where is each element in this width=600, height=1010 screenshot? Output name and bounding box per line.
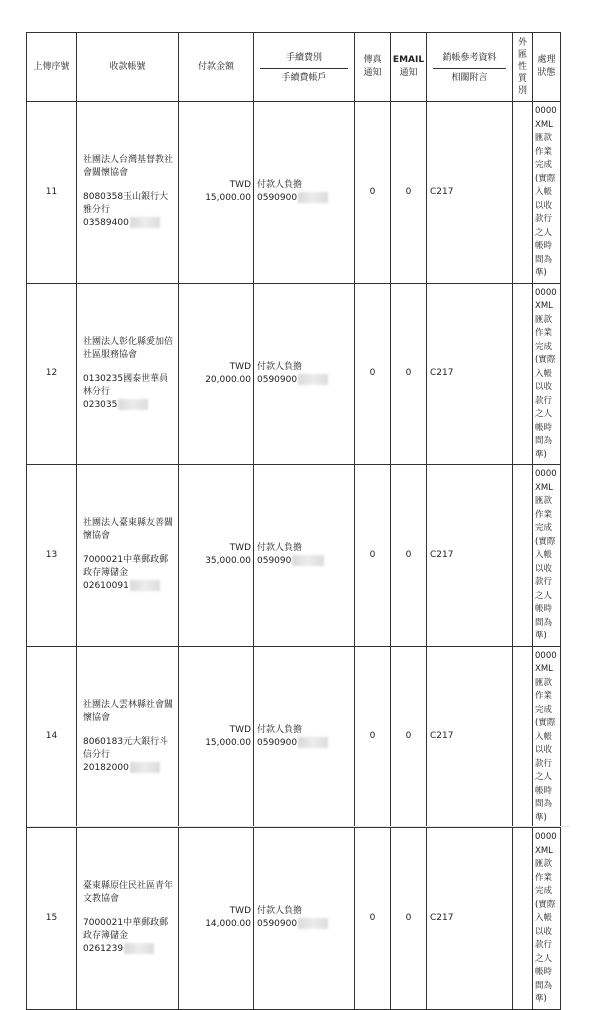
row-email: 0 <box>391 465 427 647</box>
row-ref: C217 <box>427 465 513 647</box>
row-ref: C217 <box>427 102 513 284</box>
row-forex <box>513 465 533 647</box>
redaction-mark <box>130 762 160 773</box>
row-ref: C217 <box>427 283 513 465</box>
row-acct: 02610091 <box>83 581 129 592</box>
row-account <box>77 465 179 647</box>
row-seq: 15 <box>27 828 77 1010</box>
row-fee: 付款人負擔 059090 <box>254 465 355 647</box>
header-status: 處理狀態 <box>533 33 561 102</box>
row-fax: 0 <box>355 828 391 1010</box>
row-status: 0000 XML匯款作業完成(實際入帳以收款行之人帳時間為準) <box>533 283 561 465</box>
row-org: 社團法人雲林縣社會關懷協會 <box>83 699 174 723</box>
row-fax: 0 <box>355 465 391 647</box>
row-forex <box>513 828 533 1010</box>
redaction-mark <box>298 192 328 203</box>
row-fax: 0 <box>355 646 391 828</box>
row-fee: 付款人負擔 0590900 <box>254 102 355 284</box>
row-forex <box>513 102 533 284</box>
row-bank: 0130235國泰世華員林分行 <box>83 373 169 397</box>
row-account <box>77 283 179 465</box>
header-ref <box>427 33 513 102</box>
row-status: 0000 XML匯款作業完成(實際入帳以收款行之人帳時間為準) <box>533 828 561 1010</box>
header-account: 收款帳號 <box>77 33 179 102</box>
row-fee: 付款人負擔 0590900 <box>254 283 355 465</box>
row-acct: 03589400 <box>83 218 129 229</box>
table-row <box>27 465 561 647</box>
row-bank: 8080358玉山銀行大雅分行 <box>83 192 169 216</box>
header-fee-account: 手續費帳戶 <box>281 72 327 83</box>
row-fee: 付款人負擔 0590900 <box>254 646 355 828</box>
row-forex <box>513 283 533 465</box>
redaction-mark <box>298 918 328 929</box>
header-amount: 付款金額 <box>179 33 254 102</box>
row-org: 社團法人彰化縣愛加倍社區服務協會 <box>83 336 174 360</box>
row-seq: 11 <box>27 102 77 284</box>
row-fee: 付款人負擔 0590900 <box>254 828 355 1010</box>
row-email: 0 <box>391 283 427 465</box>
table-row <box>27 283 561 465</box>
row-ref: C217 <box>427 828 513 1010</box>
row-acct: 023035 <box>83 399 118 410</box>
row-bank: 7000021中華郵政郵政存簿儲金 <box>83 918 169 942</box>
row-account <box>77 646 179 828</box>
row-account <box>77 828 179 1010</box>
row-email: 0 <box>391 828 427 1010</box>
header-ref-top: 銷帳參考資料 <box>433 50 506 69</box>
row-seq: 14 <box>27 646 77 828</box>
row-seq: 12 <box>27 283 77 465</box>
row-org: 臺東縣原住民社區青年文教協會 <box>83 881 174 905</box>
table-row <box>27 646 561 828</box>
row-status: 0000 XML匯款作業完成(實際入帳以收款行之人帳時間為準) <box>533 102 561 284</box>
header-row <box>27 33 561 102</box>
redaction-mark <box>130 580 160 591</box>
redaction-mark <box>130 217 160 228</box>
row-org: 社團法人台灣基督教社會關懷協會 <box>83 155 174 179</box>
redaction-mark <box>298 374 328 385</box>
row-account <box>77 102 179 284</box>
row-amount: TWD 14,000.00 <box>179 828 254 1010</box>
row-amount: TWD 35,000.00 <box>179 465 254 647</box>
row-ref: C217 <box>427 646 513 828</box>
row-bank: 8060183元大銀行斗信分行 <box>83 736 169 760</box>
redaction-mark <box>292 555 324 566</box>
redaction-mark <box>118 399 148 410</box>
header-fee-type: 手續費別 <box>260 50 348 69</box>
row-fax: 0 <box>355 102 391 284</box>
row-amount: TWD 15,000.00 <box>179 646 254 828</box>
redaction-mark <box>298 737 328 748</box>
header-seq: 上傳序號 <box>27 33 77 102</box>
redaction-mark <box>124 943 154 954</box>
row-acct: 0261239 <box>83 944 124 955</box>
footer-divider <box>30 826 570 827</box>
header-fee <box>254 33 355 102</box>
row-email: 0 <box>391 102 427 284</box>
row-bank: 7000021中華郵政郵政存簿儲金 <box>83 555 169 579</box>
row-forex <box>513 646 533 828</box>
remittance-table <box>26 32 561 1010</box>
header-fax: 傳真通知 <box>355 33 391 102</box>
header-ref-bottom: 相關附言 <box>451 72 488 83</box>
row-amount: TWD 20,000.00 <box>179 283 254 465</box>
row-amount: TWD 15,000.00 <box>179 102 254 284</box>
row-email: 0 <box>391 646 427 828</box>
header-email: EMAIL 通知 <box>391 33 427 102</box>
row-seq: 13 <box>27 465 77 647</box>
row-org: 社團法人臺東縣友善關懷協會 <box>83 518 174 542</box>
table-row <box>27 102 561 284</box>
table-row <box>27 828 561 1010</box>
row-acct: 20182000 <box>83 762 129 773</box>
row-status: 0000 XML匯款作業完成(實際入帳以收款行之人帳時間為準) <box>533 465 561 647</box>
header-forex: 外匯性質別 <box>513 33 533 102</box>
row-status: 0000 XML匯款作業完成(實際入帳以收款行之人帳時間為準) <box>533 646 561 828</box>
row-fax: 0 <box>355 283 391 465</box>
